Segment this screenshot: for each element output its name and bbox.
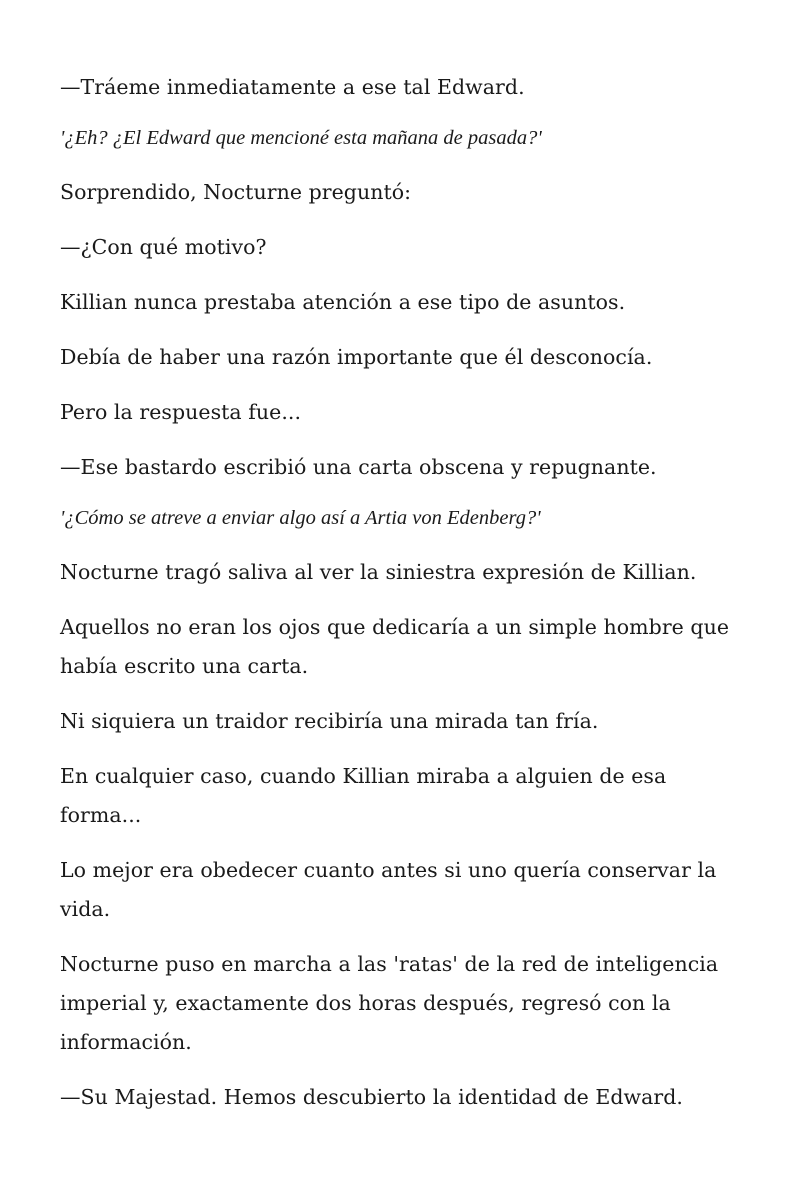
dialogue-paragraph: —¿Con qué motivo? [60,235,267,259]
narration-paragraph: Nocturne puso en marcha a las 'ratas' de la red de inteligencia imperial y, exactamente dos horas después, regresó con la información. [60,952,719,1054]
dialogue-paragraph: —Tráeme inmediatamente a ese tal Edward. [60,75,525,99]
narration-paragraph: Killian nunca prestaba atención a ese tipo de asuntos. [60,290,626,314]
narration-paragraph: Pero la respuesta fue... [60,400,302,424]
narration-paragraph: En cualquier caso, cuando Killian miraba a alguien de esa forma... [60,764,667,827]
narration-paragraph: Nocturne tragó saliva al ver la siniestra expresión de Killian. [60,560,697,584]
narration-paragraph: Debía de haber una razón importante que él desconocía. [60,345,653,369]
narration-paragraph: Sorprendido, Nocturne preguntó: [60,180,412,204]
narration-paragraph: Aquellos no eran los ojos que dedicaría a un simple hombre que había escrito una carta. [60,615,730,678]
reading-page [60,68,750,1133]
narration-paragraph: Lo mejor era obedecer cuanto antes si uno quería conservar la vida. [60,858,717,921]
narration-paragraph: Ni siquiera un traidor recibiría una mirada tan fría. [60,709,599,733]
thought-paragraph: '¿Eh? ¿El Edward que mencioné esta mañana de pasada?' [60,127,542,149]
dialogue-paragraph: —Su Majestad. Hemos descubierto la identidad de Edward. [60,1085,683,1109]
thought-paragraph: '¿Cómo se atreve a enviar algo así a Artia von Edenberg?' [60,507,541,529]
dialogue-paragraph: —Ese bastardo escribió una carta obscena y repugnante. [60,455,657,479]
